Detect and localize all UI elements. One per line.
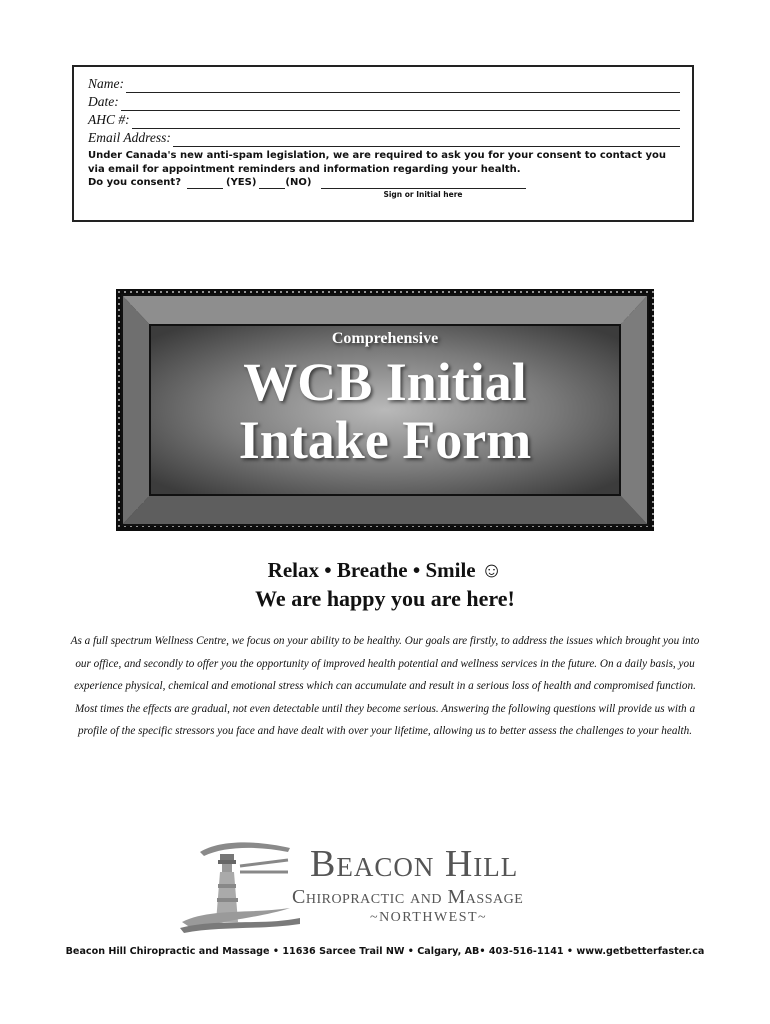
footer-contact: Beacon Hill Chiropractic and Massage • 11636 Sarcee Trail NW • Calgary, AB• 403-516-1141 • www.getbetterfaster.ca bbox=[65, 946, 705, 957]
banner-title-line1: WCB Initial bbox=[243, 352, 527, 412]
consent-row bbox=[88, 176, 680, 189]
consent-notice-line1: Under Canada's new anti-spam legislation, we are required to ask you for your consent to contact you bbox=[88, 150, 666, 161]
ahc-field[interactable] bbox=[88, 111, 680, 129]
email-field[interactable] bbox=[88, 129, 680, 147]
consent-no-blank[interactable] bbox=[259, 179, 285, 189]
banner-subtitle: Comprehensive bbox=[331, 330, 439, 347]
tagline-relax: Relax • Breathe • Smile ☺ bbox=[267, 558, 503, 582]
ahc-label: AHC #: bbox=[88, 112, 130, 127]
name-label: Name: bbox=[88, 76, 124, 91]
date-label: Date: bbox=[88, 94, 119, 109]
name-input-line[interactable] bbox=[126, 79, 680, 93]
consent-notice-line2: via email for appointment reminders and information regarding your health. bbox=[88, 163, 521, 175]
signature-blank[interactable] bbox=[321, 179, 526, 189]
consent-question: Do you consent? bbox=[88, 177, 181, 188]
logo-location: ~NORTHWEST~ bbox=[370, 910, 488, 925]
consent-no-label: (NO) bbox=[285, 177, 312, 188]
clinic-logo bbox=[180, 838, 600, 933]
email-label: Email Address: bbox=[88, 130, 171, 145]
name-field[interactable] bbox=[88, 75, 680, 93]
consent-notice bbox=[88, 149, 680, 176]
consent-yes-blank[interactable] bbox=[187, 179, 223, 189]
email-input-line[interactable] bbox=[173, 133, 680, 147]
ahc-input-line[interactable] bbox=[132, 115, 680, 129]
contact-info-box bbox=[72, 65, 694, 222]
date-field[interactable] bbox=[88, 93, 680, 111]
banner-title bbox=[116, 353, 654, 469]
lighthouse-icon bbox=[180, 838, 305, 933]
title-banner bbox=[116, 289, 654, 531]
date-input-line[interactable] bbox=[121, 97, 680, 111]
logo-tagline: Chiropractic and Massage bbox=[292, 886, 524, 908]
tagline-welcome: We are happy you are here! bbox=[255, 586, 515, 611]
logo-name: Beacon Hill bbox=[310, 843, 519, 885]
signature-hint: Sign or Initial here bbox=[383, 190, 463, 199]
banner-title-line2: Intake Form bbox=[238, 410, 532, 470]
consent-yes-label: (YES) bbox=[226, 177, 257, 188]
intro-paragraph: As a full spectrum Wellness Centre, we focus on your ability to be healthy. Our goals are firstly, to address the issues which brought you into our office, and secondly to offer you the opportunity of improved health potential and wellness services in the future. On a daily basis, you experience physical, chemical and emotional stress which can accumulate and result in a serious loss of health and compromised function. Most times the effects are gradual, not even detectable until they become serious. Answering the following questions will provide us with a profile of the specific stressors you face and have dealt with over your lifetime, allowing us to better assess the challenges to your health. bbox=[70, 635, 700, 738]
